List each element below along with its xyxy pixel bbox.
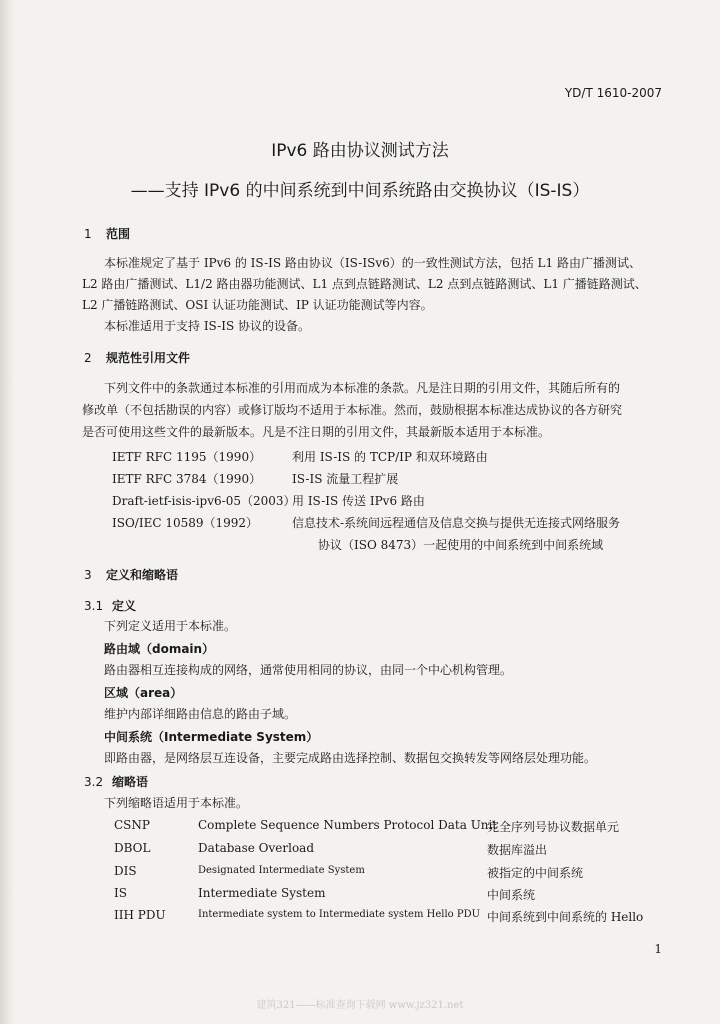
ref-desc-cont: 协议（ISO 8473）一起使用的中间系统到中间系统域 — [318, 538, 604, 552]
ref-desc: 用 IS-IS 传送 IPv6 路由 — [292, 494, 425, 508]
section-2-heading: 2 规范性引用文件 — [84, 351, 191, 365]
s2-para-line: 是否可使用这些文件的最新版本。凡是不注日期的引用文件，其最新版本适用于本标准。 — [82, 425, 551, 439]
s32-intro: 下列缩略语适用于本标准。 — [104, 796, 249, 810]
term-heading: 中间系统（Intermediate System） — [104, 730, 319, 744]
abbr-english: Intermediate System — [198, 886, 326, 900]
abbr-code: DIS — [114, 864, 137, 878]
term-definition: 即路由器，是网络层互连设备，主要完成路由选择控制、数据包交换转发等网络层处理功能。 — [104, 751, 597, 765]
abbr-chinese: 中间系统到中间系统的 Hello — [487, 910, 644, 924]
abbr-chinese: 数据库溢出 — [487, 843, 548, 857]
abbr-english: Complete Sequence Numbers Protocol Data Unit — [198, 818, 498, 832]
document-title: IPv6 路由协议测试方法 — [271, 141, 449, 161]
section-3-2-heading: 3.2 缩略语 — [84, 775, 149, 789]
abbr-english: Database Overload — [198, 841, 315, 855]
s1-para-line: L2 路由广播测试、L1/2 路由器功能测试、L1 点到点链路测试、L2 点到点链路测试、L1 广播链路测试、 — [82, 277, 647, 291]
term-definition: 路由器相互连接构成的网络，通常使用相同的协议，由同一个中心机构管理。 — [104, 663, 513, 677]
s1-para-2: 本标准适用于支持 IS-IS 协议的设备。 — [104, 319, 311, 333]
section-3-heading: 3 定义和缩略语 — [84, 568, 179, 582]
abbr-code: IS — [114, 886, 127, 900]
term-heading: 区域（area） — [104, 686, 183, 700]
ref-desc: 利用 IS-IS 的 TCP/IP 和双环境路由 — [292, 450, 488, 464]
ref-id: IETF RFC 3784（1990） — [112, 472, 262, 486]
ref-id: IETF RFC 1195（1990） — [112, 450, 262, 464]
s31-intro: 下列定义适用于本标准。 — [104, 619, 237, 633]
page-number: 1 — [654, 942, 662, 956]
abbr-code: CSNP — [114, 818, 150, 832]
s2-para-line: 下列文件中的条款通过本标准的引用而成为本标准的条款。凡是注日期的引用文件，其随后所有的 — [104, 381, 621, 395]
abbr-code: IIH PDU — [114, 908, 166, 922]
section-1-heading: 1 范围 — [84, 227, 131, 241]
term-definition: 维护内部详细路由信息的路由子域。 — [104, 707, 297, 721]
watermark: 建筑321——标准查询下载网 www.jz321.net — [256, 1000, 464, 1011]
document-subtitle: ——支持 IPv6 的中间系统到中间系统路由交换协议（IS-IS） — [130, 181, 590, 201]
ref-id: Draft-ietf-isis-ipv6-05（2003） — [112, 494, 296, 508]
term-heading: 路由域（domain） — [104, 642, 215, 656]
abbr-code: DBOL — [114, 841, 151, 855]
standard-number: YD/T 1610-2007 — [564, 86, 662, 100]
ref-desc: IS-IS 流量工程扩展 — [292, 472, 399, 486]
abbr-english: Designated Intermediate System — [198, 865, 365, 876]
s2-para-line: 修改单（不包括勘误的内容）或修订版均不适用于本标准。然而，鼓励根据本标准达成协议的各方研究 — [82, 403, 623, 417]
section-3-1-heading: 3.1 定义 — [84, 599, 137, 613]
s1-para-line: 本标准规定了基于 IPv6 的 IS-IS 路由协议（IS-ISv6）的一致性测试方法，包括 L1 路由广播测试、 — [104, 256, 641, 270]
abbr-chinese: 中间系统 — [487, 888, 536, 902]
ref-desc: 信息技术-系统间远程通信及信息交换与提供无连接式网络服务 — [292, 516, 621, 530]
abbr-english: Intermediate system to Intermediate system Hello PDU — [198, 909, 481, 920]
s1-para-line: L2 广播链路测试、OSI 认证功能测试、IP 认证功能测试等内容。 — [82, 298, 433, 312]
ref-id: ISO/IEC 10589（1992） — [112, 516, 259, 530]
abbr-chinese: 被指定的中间系统 — [487, 866, 584, 880]
abbr-chinese: 完全序列号协议数据单元 — [487, 820, 620, 834]
